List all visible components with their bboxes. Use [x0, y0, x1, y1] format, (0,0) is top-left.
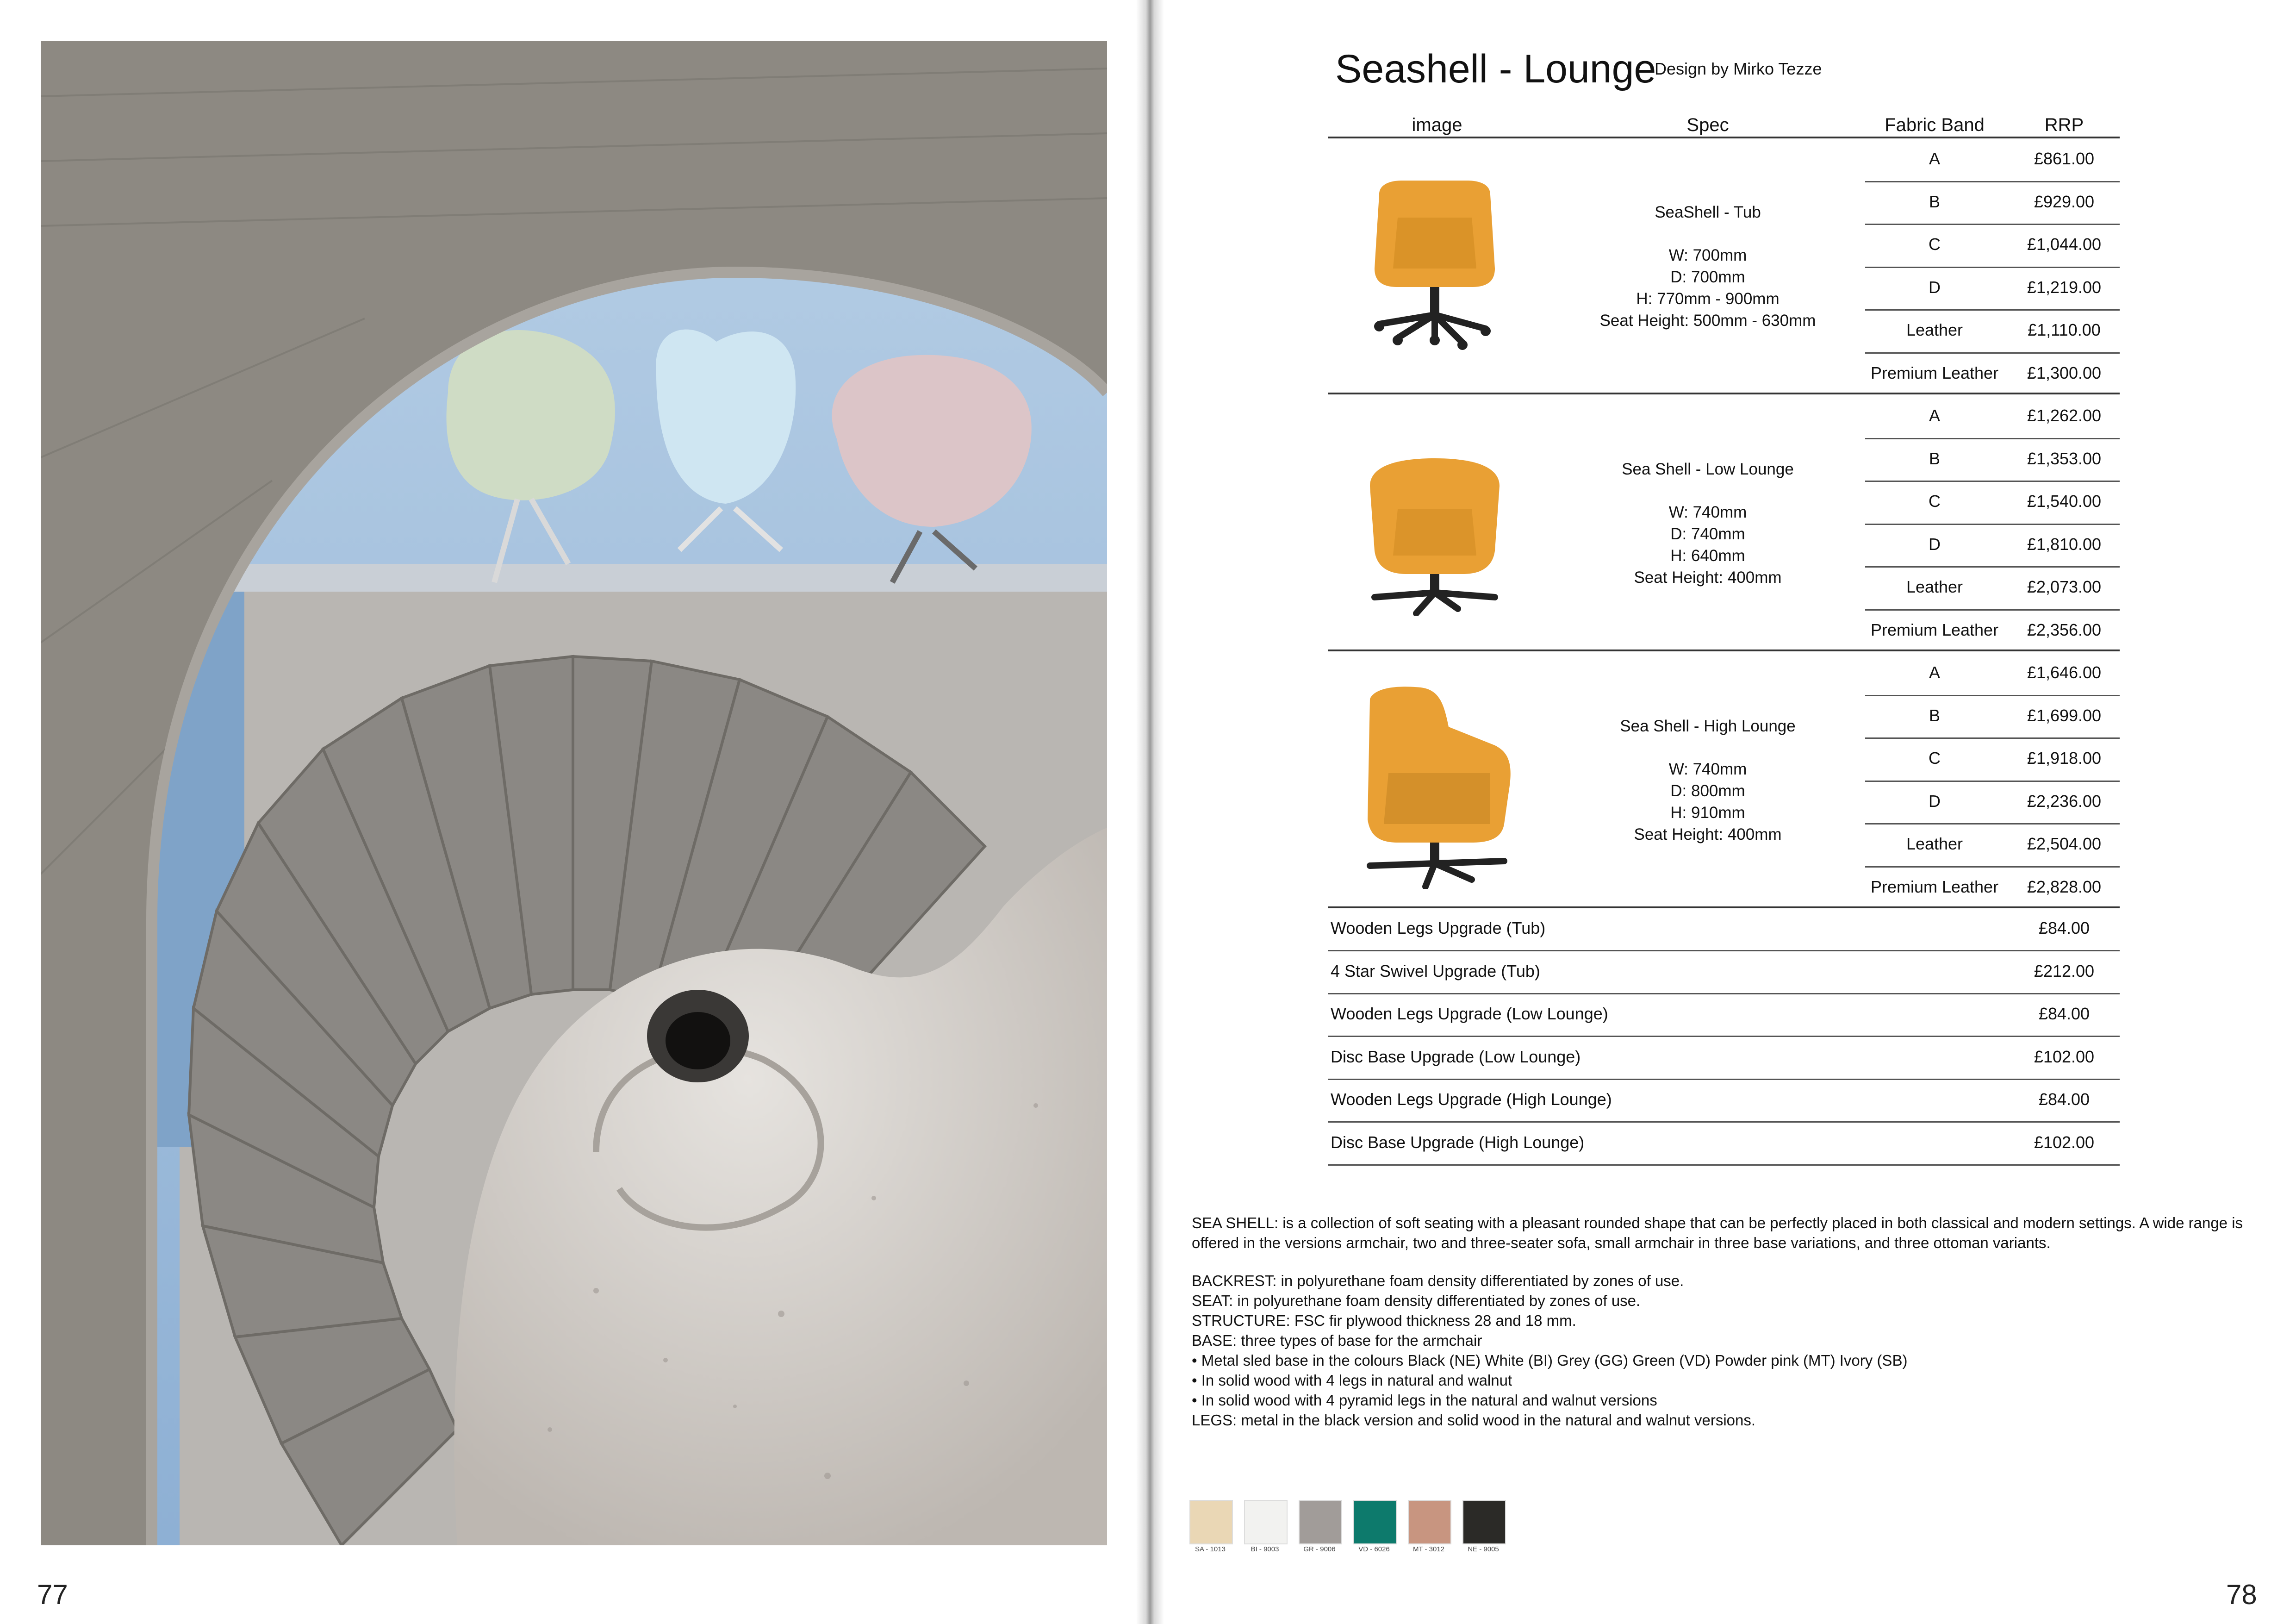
price-row-divider — [1865, 566, 2120, 568]
product-seat-height: Seat Height: 400mm — [1634, 825, 1782, 843]
swatch-label: GR - 9006 — [1303, 1545, 1336, 1553]
price-row-divider — [1865, 823, 2120, 824]
fabric-band-cell: C — [1929, 235, 1941, 254]
upgrade-label: Disc Base Upgrade (High Lounge) — [1331, 1132, 1585, 1152]
upgrade-price: £84.00 — [2038, 918, 2090, 937]
upgrade-row-divider — [1328, 1164, 2120, 1166]
rrp-cell: £1,044.00 — [2027, 235, 2102, 254]
upgrade-row-divider — [1328, 1079, 2120, 1080]
upgrade-row-divider — [1328, 1036, 2120, 1037]
column-header-spec: Spec — [1686, 115, 1729, 135]
fabric-band-cell: B — [1929, 449, 1940, 468]
column-header-fabric-band: Fabric Band — [1885, 115, 1985, 135]
price-row-divider — [1865, 695, 2120, 696]
rrp-cell: £929.00 — [2034, 192, 2095, 211]
price-row-divider — [1865, 309, 2120, 311]
description-line: LEGS: metal in the black version and solid wood in the natural and walnut versions. — [1192, 1412, 1756, 1429]
fabric-band-cell: Premium Leather — [1870, 363, 1999, 382]
product-width: W: 740mm — [1668, 760, 1747, 778]
upgrade-row-divider — [1328, 950, 2120, 951]
product-depth: D: 740mm — [1670, 525, 1745, 543]
product-width: W: 700mm — [1668, 246, 1747, 264]
rrp-cell: £1,699.00 — [2027, 706, 2102, 725]
rrp-cell: £1,110.00 — [2028, 320, 2101, 339]
rrp-cell: £1,810.00 — [2027, 534, 2102, 554]
swatch-label: NE - 9005 — [1468, 1545, 1499, 1553]
fabric-band-cell: Premium Leather — [1870, 877, 1999, 896]
colour-swatch — [1462, 1500, 1506, 1544]
rrp-cell: £1,918.00 — [2027, 749, 2102, 768]
rrp-cell: £1,262.00 — [2027, 406, 2102, 425]
rrp-cell: £2,356.00 — [2027, 620, 2102, 639]
colour-swatch — [1189, 1500, 1233, 1544]
tub-chair-image — [1370, 176, 1500, 352]
rrp-cell: £2,828.00 — [2027, 877, 2102, 896]
upgrade-price: £212.00 — [2034, 961, 2095, 981]
description-line: • Metal sled base in the colours Black (NE) White (BI) Grey (GG) Green (VD) Powder pink (MT) Ivory (SB) — [1192, 1352, 1908, 1369]
page-title: Seashell - Lounge — [1335, 47, 1656, 91]
high-lounge-chair-image — [1356, 685, 1513, 889]
fabric-band-cell: A — [1929, 149, 1940, 168]
price-row-divider — [1865, 524, 2120, 525]
rrp-cell: £861.00 — [2034, 149, 2095, 168]
column-header-image: image — [1412, 115, 1462, 135]
rrp-cell: £1,219.00 — [2027, 277, 2102, 297]
page-number-right: 78 — [2226, 1579, 2257, 1610]
swatch-label: BI - 9003 — [1251, 1545, 1279, 1553]
upgrade-label: Wooden Legs Upgrade (Low Lounge) — [1331, 1004, 1608, 1023]
description-line: • In solid wood with 4 legs in natural and walnut — [1192, 1372, 1512, 1389]
description-line: STRUCTURE: FSC fir plywood thickness 28 and 18 mm. — [1192, 1312, 1576, 1329]
fabric-band-cell: A — [1929, 663, 1940, 682]
fabric-band-cell: D — [1929, 791, 1941, 811]
fabric-band-cell: B — [1929, 706, 1940, 725]
fabric-band-cell: C — [1929, 749, 1941, 768]
fabric-band-cell: C — [1929, 492, 1941, 511]
product-height: H: 770mm - 900mm — [1636, 290, 1780, 308]
fabric-band-cell: B — [1929, 192, 1940, 211]
product-name: Sea Shell - High Lounge — [1620, 717, 1796, 735]
description-line: • In solid wood with 4 pyramid legs in the natural and walnut versions — [1192, 1392, 1657, 1409]
price-row-divider — [1865, 438, 2120, 439]
price-row-divider — [1865, 181, 2120, 182]
designer-credit: Design by Mirko Tezze — [1655, 59, 1822, 78]
upgrade-price: £102.00 — [2034, 1047, 2095, 1066]
swatch-label: SA - 1013 — [1195, 1545, 1226, 1553]
price-row-divider — [1865, 781, 2120, 782]
colour-swatch — [1408, 1500, 1451, 1544]
fabric-band-cell: A — [1929, 406, 1940, 425]
upgrade-label: Wooden Legs Upgrade (Tub) — [1331, 918, 1546, 937]
column-header-rrp: RRP — [2044, 115, 2084, 135]
colour-swatch — [1353, 1500, 1397, 1544]
product-depth: D: 700mm — [1670, 268, 1745, 286]
product-name: Sea Shell - Low Lounge — [1622, 460, 1794, 478]
description-line: BASE: three types of base for the armchair — [1192, 1332, 1482, 1349]
rrp-cell: £1,540.00 — [2027, 492, 2102, 511]
price-row-divider — [1865, 352, 2120, 354]
rrp-cell: £2,504.00 — [2027, 834, 2102, 853]
price-row-divider — [1865, 737, 2120, 739]
description-line: BACKREST: in polyurethane foam density differentiated by zones of use. — [1192, 1272, 1684, 1289]
upgrade-row-divider — [1328, 1121, 2120, 1123]
product-height: H: 910mm — [1670, 804, 1745, 822]
rrp-cell: £1,353.00 — [2027, 449, 2102, 468]
upgrade-price: £102.00 — [2034, 1132, 2095, 1152]
price-row-divider — [1865, 866, 2120, 868]
section-rule — [1328, 650, 2120, 651]
swatch-label: MT - 3012 — [1412, 1545, 1445, 1553]
product-height: H: 640mm — [1670, 547, 1745, 565]
rrp-cell: £2,073.00 — [2027, 577, 2102, 596]
low-lounge-chair-image — [1365, 458, 1504, 616]
product-seat-height: Seat Height: 400mm — [1634, 568, 1782, 587]
upgrade-label: 4 Star Swivel Upgrade (Tub) — [1331, 961, 1540, 981]
fabric-band-cell: Leather — [1906, 834, 1963, 853]
price-row-divider — [1865, 267, 2120, 268]
upgrade-price: £84.00 — [2038, 1090, 2090, 1109]
product-depth: D: 800mm — [1670, 782, 1745, 800]
colour-swatch — [1299, 1500, 1342, 1544]
description-line: SEAT: in polyurethane foam density differentiated by zones of use. — [1192, 1292, 1641, 1309]
price-row-divider — [1865, 481, 2120, 482]
description-intro: SEA SHELL: is a collection of soft seating with a pleasant rounded shape that can be perfectly placed in both classical and modern settings. A wide range is offered in the versions armchair, two and three-seater sofa, small armchair in three base variations, and three ottoman variants. — [1192, 1214, 2243, 1251]
rrp-cell: £1,646.00 — [2027, 663, 2102, 682]
section-rule — [1328, 393, 2120, 394]
upgrade-label: Disc Base Upgrade (Low Lounge) — [1331, 1047, 1581, 1066]
product-seat-height: Seat Height: 500mm - 630mm — [1599, 312, 1816, 330]
price-row-divider — [1865, 224, 2120, 225]
rrp-cell: £1,300.00 — [2027, 363, 2102, 382]
fabric-band-cell: Leather — [1906, 320, 1963, 339]
fabric-band-cell: D — [1929, 534, 1941, 554]
rrp-cell: £2,236.00 — [2027, 791, 2102, 811]
colour-swatch — [1244, 1500, 1288, 1544]
upgrade-price: £84.00 — [2038, 1004, 2090, 1023]
upgrade-label: Wooden Legs Upgrade (High Lounge) — [1331, 1090, 1612, 1109]
product-width: W: 740mm — [1668, 503, 1747, 521]
fabric-band-cell: Leather — [1906, 577, 1963, 596]
section-rule — [1328, 906, 2120, 908]
upgrade-row-divider — [1328, 993, 2120, 994]
product-name: SeaShell - Tub — [1655, 203, 1761, 221]
fabric-band-cell: D — [1929, 277, 1941, 297]
page-number-left: 77 — [37, 1579, 68, 1610]
price-row-divider — [1865, 609, 2120, 611]
fabric-band-cell: Premium Leather — [1870, 620, 1999, 639]
header-rule — [1328, 137, 2120, 138]
swatch-label: VD - 6026 — [1358, 1545, 1390, 1553]
